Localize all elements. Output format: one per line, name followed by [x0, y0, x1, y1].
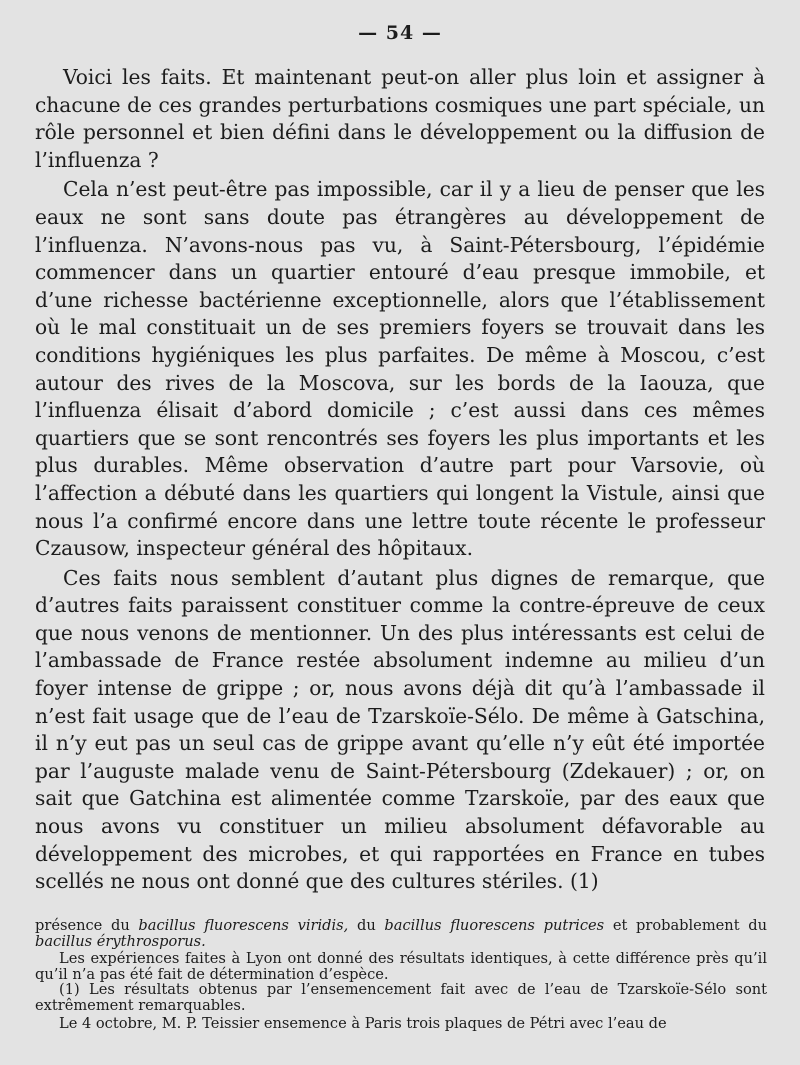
footnote-text: du	[348, 917, 385, 934]
footnote-teissier: Le 4 octobre, M. P. Teissier ensemence à Paris trois plaques de Pétri avec l’eau de	[59, 1014, 667, 1032]
paragraph-counter-proof: Ces faits nous semblent d’autant plus dignes de remarque, que d’autres faits paraissent constituer comme la contre-épreuve de ceux que nous venons de mentionner. Un des plus intéressants est celui de l’ambassade de France restée absolument indemne au milieu d’un foyer intense de grippe ; or, nous avons déjà dit qu’à l’ambassade il n’est fait usage que de l’eau de Tzarskoïe-Sélo. De même à Gatschina, il n’y eut pas un seul cas de grippe avant qu’elle n’y eût été importée par l’auguste malade venu de Saint-Pétersbourg (Zdekauer) ; or, on sait que Gatchina est alimentée comme Tzarskoïe, par des eaux que nous avons vu constituer un milieu absolument défavorable au développement des microbes, et qui rapportées en France en tubes scellés ne nous ont donné que des cultures stériles. (1)	[35, 565, 765, 894]
body-text	[35, 64, 765, 896]
paragraph-facts: Voici les faits. Et maintenant peut-on aller plus loin et assigner à chacune de ces grandes perturbations cosmiques une part spéciale, un rôle personnel et bien défini dans le développement ou la diffusion de l’influenza ?	[35, 65, 765, 172]
footnotes	[35, 918, 767, 1031]
footnote-species: bacillus fluorescens viridis,	[138, 917, 349, 934]
footnote-lyon: Les expériences faites à Lyon ont donné des résultats identiques, à cette différence près qu’il qu’il n’a pas été fait de détermination d’espèce.	[35, 950, 767, 983]
footnote-species: bacillus fluorescens putrices	[384, 917, 605, 934]
footnote-species: bacillus érythrosporus.	[35, 932, 206, 950]
paragraph-waters: Cela n’est peut-être pas impossible, car il y a lieu de penser que les eaux ne sont sans doute pas étrangères au développement de l’influenza. N’avons-nous pas vu, à Saint-Pétersbourg, l’épidémie commencer dans un quartier entouré d’eau presque immobile, et d’une richesse bactérienne exceptionnelle, alors que l’établissement où le mal constituait un de ses premiers foyers se trouvait dans les conditions hygiéniques les plus parfaites. De même à Moscou, c’est autour des rives de la Moscova, sur les bords de la Iaouza, que l’influenza élisait d’abord domicile ; c’est aussi dans ces mêmes quartiers que se sont rencontrés ses foyers les plus importants et les plus durables. Même observation d’autre part pour Varsovie, où l’affection a débuté dans les quartiers qui longent la Vistule, ainsi que nous l’a confirmé encore dans une lettre toute récente le professeur Czausow, inspecteur général des hôpitaux.	[35, 177, 765, 561]
footnote-bacillus	[35, 918, 767, 949]
footnote-results: (1) Les résultats obtenus par l’ensemencement fait avec de l’eau de Tzarskoïe-Sélo sont extrêmement remarquables.	[35, 981, 767, 1014]
page-number: — 54 —	[358, 22, 442, 44]
footnote-text: et probablement du	[604, 917, 767, 934]
footnote-text: présence du	[35, 917, 139, 934]
